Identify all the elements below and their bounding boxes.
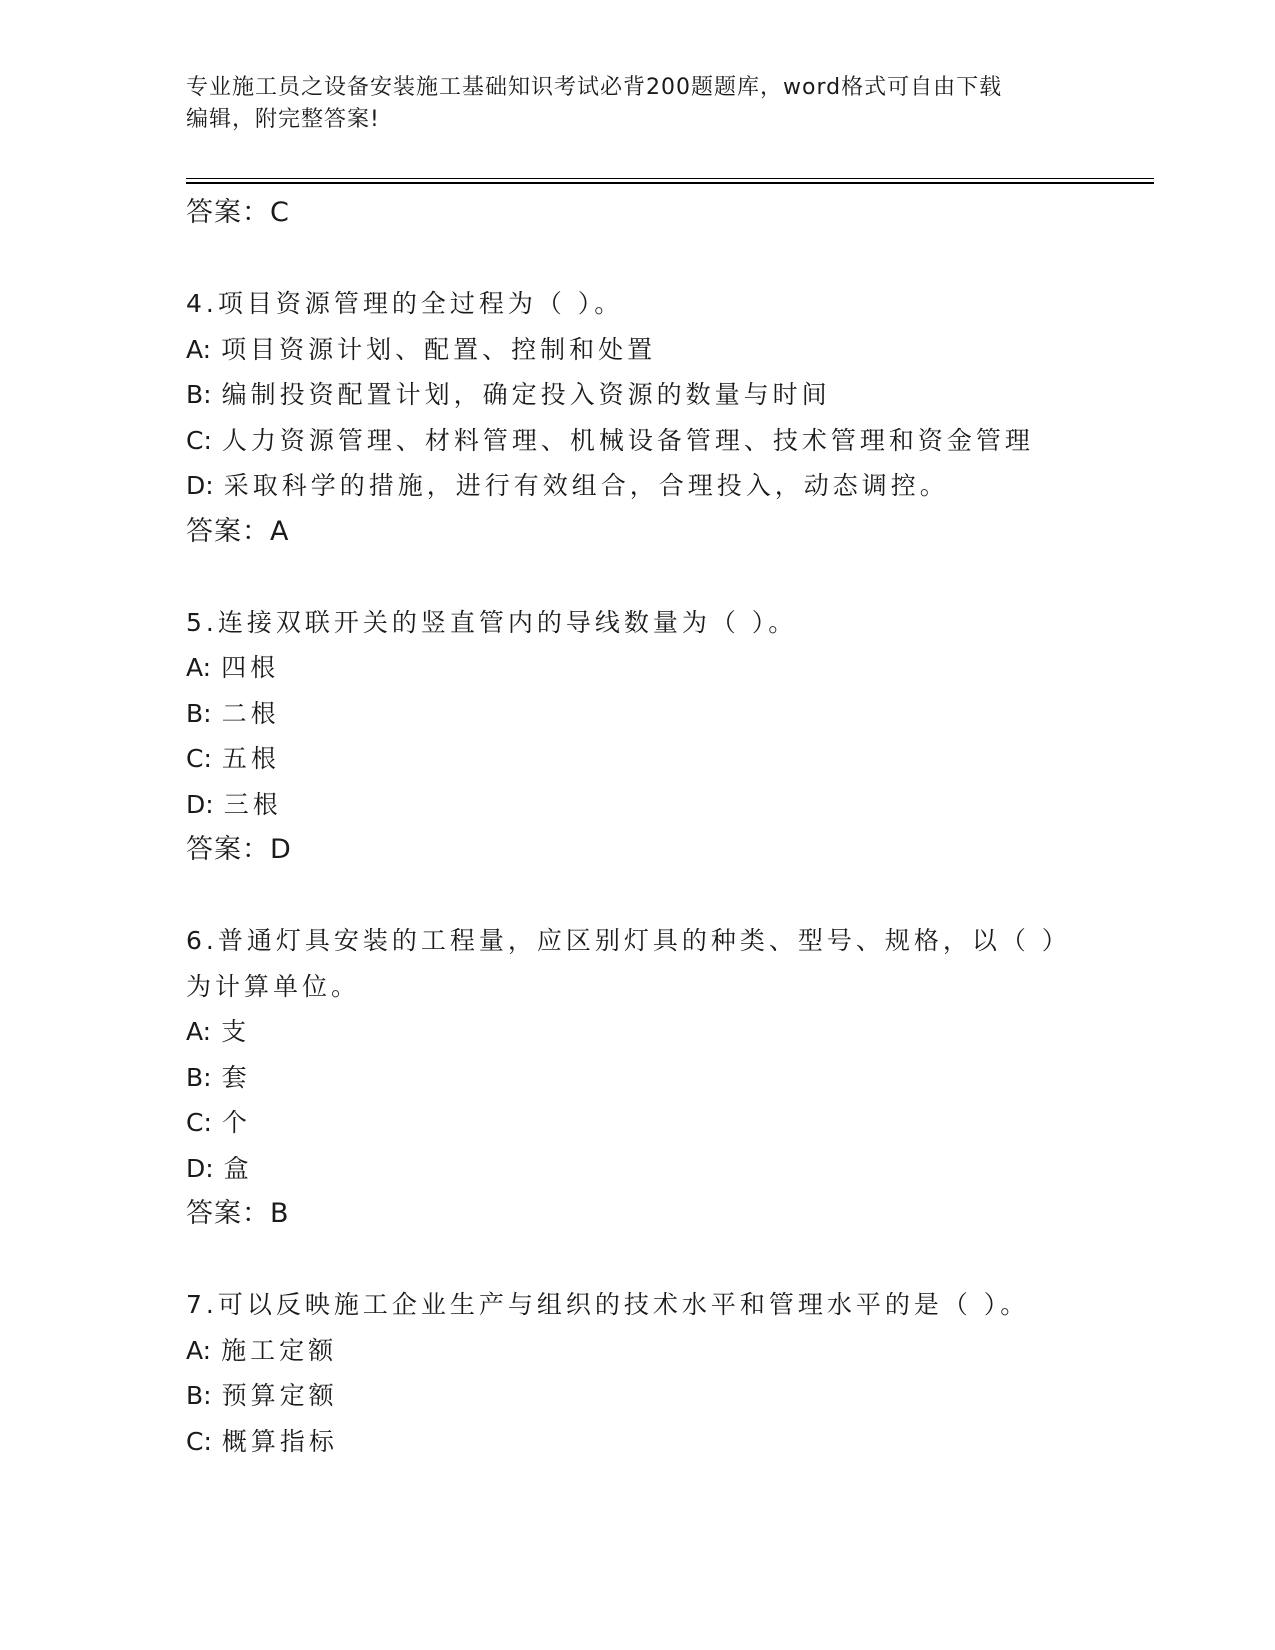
option-a <box>186 1328 1066 1374</box>
question-title: 7.可以反映施工企业生产与组织的技术水平和管理水平的是（ ）。 <box>186 1290 1030 1319</box>
option-b <box>186 1373 1066 1419</box>
option-label: D: <box>186 1153 214 1183</box>
question-block-7 <box>186 1282 1066 1464</box>
question-block-4 <box>186 281 1066 554</box>
question-title-continued: 为计算单位。 <box>186 971 361 1001</box>
option-label: D: <box>186 471 214 500</box>
option-label: B: <box>186 1062 212 1092</box>
question-block-6 <box>186 918 1071 1237</box>
option-text: 二根 <box>221 698 280 728</box>
option-a <box>186 327 1066 373</box>
option-d <box>186 463 1066 509</box>
option-text: 个 <box>221 1108 251 1137</box>
option-b <box>186 691 1066 737</box>
header-line-1: 专业施工员之设备安装施工基础知识考试必背200题题库，word格式可自由下载 <box>186 75 1003 100</box>
header-rule-top <box>186 178 1154 179</box>
option-text: 四根 <box>221 653 280 682</box>
option-label: A: <box>186 1335 212 1365</box>
header-line-2: 编辑，附完整答案! <box>186 107 380 132</box>
option-c <box>186 418 1066 464</box>
question-title: 5.连接双联开关的竖直管内的导线数量为（ ）。 <box>186 607 798 637</box>
option-c <box>186 1100 1066 1146</box>
spacer <box>186 554 1066 600</box>
option-label: C: <box>186 425 212 455</box>
option-label: B: <box>186 698 212 728</box>
option-label: C: <box>186 1108 212 1137</box>
option-label: A: <box>186 1017 212 1046</box>
spacer <box>186 873 1066 919</box>
option-text: 编制投资配置计划，确定投入资源的数量与时间 <box>221 380 831 409</box>
option-label: B: <box>186 380 212 409</box>
question-list <box>186 190 1071 1464</box>
previous-answer: 答案：C <box>186 197 290 228</box>
option-a <box>186 645 1066 691</box>
question-answer: 答案：B <box>186 1198 290 1229</box>
question-answer: 答案：A <box>186 515 290 547</box>
document-header <box>186 72 1086 136</box>
spacer <box>186 236 1066 282</box>
option-d <box>186 782 1066 828</box>
option-text: 项目资源计划、配置、控制和处置 <box>221 334 657 364</box>
option-text: 五根 <box>221 744 280 773</box>
spacer <box>186 1237 1066 1283</box>
question-title: 6.普通灯具安装的工程量，应区别灯具的种类、型号、规格，以（ ） <box>186 926 1071 955</box>
option-text: 人力资源管理、材料管理、机械设备管理、技术管理和资金管理 <box>221 425 1034 455</box>
question-block-5 <box>186 600 1066 873</box>
option-text: 采取科学的措施，进行有效组合，合理投入，动态调控。 <box>223 471 949 500</box>
option-a <box>186 1009 1066 1055</box>
option-d <box>186 1146 1066 1192</box>
option-b <box>186 372 1066 418</box>
option-label: C: <box>186 744 212 773</box>
option-b <box>186 1055 1066 1101</box>
option-text: 预算定额 <box>221 1381 338 1410</box>
option-text: 三根 <box>223 789 282 819</box>
option-text: 支 <box>221 1017 251 1046</box>
header-rule-bottom <box>186 182 1154 184</box>
option-text: 施工定额 <box>221 1335 338 1365</box>
question-answer: 答案：D <box>186 834 292 865</box>
option-text: 概算指标 <box>221 1426 338 1456</box>
option-label: A: <box>186 334 212 364</box>
option-c <box>186 1419 1066 1465</box>
option-text: 套 <box>221 1062 251 1092</box>
option-label: A: <box>186 653 212 682</box>
question-title: 4.项目资源管理的全过程为（ ）。 <box>186 289 624 318</box>
option-c <box>186 736 1066 782</box>
option-label: B: <box>186 1381 212 1410</box>
option-label: D: <box>186 789 214 819</box>
option-text: 盒 <box>223 1153 253 1183</box>
option-label: C: <box>186 1426 212 1456</box>
